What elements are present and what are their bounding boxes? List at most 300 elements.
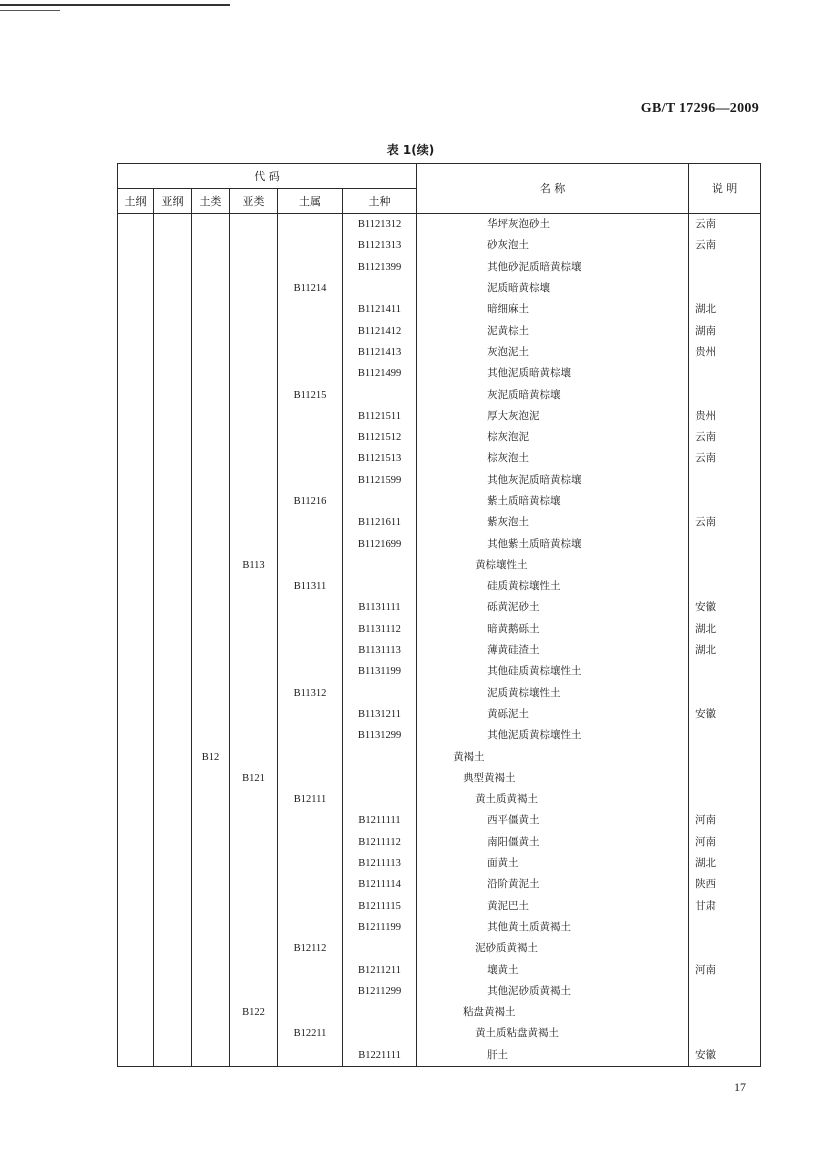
table-row [118, 1045, 761, 1067]
species-cell [343, 278, 417, 299]
province-note-cell: 河南 [689, 959, 761, 980]
order-cell [118, 491, 154, 512]
order-cell [118, 938, 154, 959]
province-note-cell: 甘肃 [689, 896, 761, 917]
table-row [118, 406, 761, 427]
soil-name-cell: 南阳僵黄土 [417, 832, 689, 853]
group-cell [192, 257, 230, 278]
group-cell [192, 533, 230, 554]
page-number: 17 [734, 1080, 746, 1094]
group-cell [192, 278, 230, 299]
subgroup-cell [230, 938, 278, 959]
table-row [118, 917, 761, 938]
species-cell: B1121413 [343, 342, 417, 363]
subgroup-cell [230, 448, 278, 469]
province-note-cell [689, 981, 761, 1002]
species-cell [343, 384, 417, 405]
table-row [118, 1002, 761, 1023]
subgroup-cell [230, 470, 278, 491]
group-cell [192, 1045, 230, 1067]
table-row [118, 789, 761, 810]
family-cell [278, 342, 343, 363]
province-note-cell: 云南 [689, 448, 761, 469]
species-cell: B1131199 [343, 661, 417, 682]
species-cell [343, 491, 417, 512]
order-cell [118, 725, 154, 746]
family-cell [278, 746, 343, 767]
species-cell: B1121313 [343, 235, 417, 256]
soil-name-cell: 其他紫土质暗黄棕壤 [417, 533, 689, 554]
group-cell [192, 704, 230, 725]
soil-name-cell: 砾黄泥砂土 [417, 597, 689, 618]
province-note-cell: 安徽 [689, 1045, 761, 1067]
subgroup-cell [230, 640, 278, 661]
species-cell: B1131111 [343, 597, 417, 618]
group-cell [192, 342, 230, 363]
family-cell [278, 917, 343, 938]
province-note-cell: 湖北 [689, 299, 761, 320]
family-cell: B12211 [278, 1023, 343, 1044]
group-cell [192, 959, 230, 980]
group-cell [192, 661, 230, 682]
subgroup-cell [230, 874, 278, 895]
order-cell [118, 896, 154, 917]
province-note-cell: 河南 [689, 832, 761, 853]
subgroup-cell [230, 704, 278, 725]
province-note-cell [689, 470, 761, 491]
table-row [118, 896, 761, 917]
province-note-cell: 安徽 [689, 704, 761, 725]
group-cell [192, 853, 230, 874]
subgroup-cell [230, 384, 278, 405]
group-cell [192, 810, 230, 831]
suborder-cell [154, 342, 192, 363]
subgroup-cell [230, 214, 278, 236]
soil-name-cell: 黄褐土 [417, 746, 689, 767]
group-cell [192, 619, 230, 640]
soil-name-cell: 泥黄棕土 [417, 320, 689, 341]
suborder-cell [154, 278, 192, 299]
province-note-cell: 贵州 [689, 342, 761, 363]
suborder-cell [154, 853, 192, 874]
group-cell [192, 512, 230, 533]
table-row [118, 810, 761, 831]
subgroup-cell [230, 576, 278, 597]
family-cell: B12112 [278, 938, 343, 959]
province-note-cell [689, 576, 761, 597]
soil-name-cell: 泥砂质黄褐土 [417, 938, 689, 959]
suborder-cell [154, 683, 192, 704]
soil-name-cell: 黄土质粘盘黄褐土 [417, 1023, 689, 1044]
soil-name-cell: 泥质暗黄棕壤 [417, 278, 689, 299]
soil-name-cell: 泥质黄棕壤性土 [417, 683, 689, 704]
province-note-cell: 云南 [689, 214, 761, 236]
species-cell [343, 938, 417, 959]
province-note-cell [689, 917, 761, 938]
species-cell: B1121312 [343, 214, 417, 236]
family-cell [278, 448, 343, 469]
soil-name-cell: 暗黄鹅砾土 [417, 619, 689, 640]
order-cell [118, 512, 154, 533]
note-header: 说 明 [689, 164, 761, 214]
order-cell [118, 1023, 154, 1044]
table-row [118, 214, 761, 236]
soil-name-cell: 黄棕壤性土 [417, 555, 689, 576]
suborder-cell [154, 874, 192, 895]
species-cell: B1211112 [343, 832, 417, 853]
order-cell [118, 746, 154, 767]
order-cell [118, 470, 154, 491]
suborder-cell [154, 981, 192, 1002]
subgroup-cell: B121 [230, 768, 278, 789]
soil-name-cell: 其他泥质黄棕壤性土 [417, 725, 689, 746]
table-row [118, 981, 761, 1002]
province-note-cell [689, 257, 761, 278]
suborder-cell [154, 257, 192, 278]
soil-name-cell: 砂灰泡土 [417, 235, 689, 256]
province-note-cell [689, 725, 761, 746]
table-row [118, 427, 761, 448]
family-cell [278, 470, 343, 491]
table-row [118, 874, 761, 895]
province-note-cell [689, 1023, 761, 1044]
table-row [118, 746, 761, 767]
soil-name-cell: 华坪灰泡砂土 [417, 214, 689, 236]
group-cell [192, 896, 230, 917]
subgroup-cell: B122 [230, 1002, 278, 1023]
subgroup-cell [230, 832, 278, 853]
order-cell [118, 619, 154, 640]
soil-name-cell: 棕灰泡泥 [417, 427, 689, 448]
province-note-cell: 云南 [689, 427, 761, 448]
suborder-cell [154, 448, 192, 469]
order-cell [118, 299, 154, 320]
family-cell [278, 896, 343, 917]
family-cell [278, 299, 343, 320]
order-cell [118, 235, 154, 256]
table-row [118, 725, 761, 746]
soil-name-cell: 紫灰泡土 [417, 512, 689, 533]
suborder-cell [154, 917, 192, 938]
group-cell [192, 640, 230, 661]
province-note-cell [689, 746, 761, 767]
family-cell [278, 810, 343, 831]
soil-name-cell: 薄黄硅渣土 [417, 640, 689, 661]
province-note-cell: 安徽 [689, 597, 761, 618]
soil-name-cell: 典型黄褐土 [417, 768, 689, 789]
group-cell [192, 789, 230, 810]
order-cell [118, 789, 154, 810]
species-cell: B1131113 [343, 640, 417, 661]
species-cell: B1121599 [343, 470, 417, 491]
soil-name-cell: 面黄土 [417, 853, 689, 874]
species-cell: B1131299 [343, 725, 417, 746]
col-header-group: 土类 [192, 189, 230, 214]
family-cell: B11214 [278, 278, 343, 299]
subgroup-cell [230, 342, 278, 363]
group-cell [192, 938, 230, 959]
name-header: 名 称 [417, 164, 689, 214]
species-cell: B1221111 [343, 1045, 417, 1067]
table-row [118, 619, 761, 640]
family-cell [278, 661, 343, 682]
family-cell [278, 832, 343, 853]
subgroup-cell [230, 853, 278, 874]
species-cell: B1211211 [343, 959, 417, 980]
province-note-cell [689, 533, 761, 554]
group-cell [192, 917, 230, 938]
suborder-cell [154, 938, 192, 959]
subgroup-cell [230, 746, 278, 767]
table-row [118, 470, 761, 491]
species-cell: B1121699 [343, 533, 417, 554]
family-cell [278, 406, 343, 427]
province-note-cell: 湖北 [689, 619, 761, 640]
family-cell [278, 768, 343, 789]
suborder-cell [154, 427, 192, 448]
soil-name-cell: 黄砾泥土 [417, 704, 689, 725]
soil-name-cell: 壤黄土 [417, 959, 689, 980]
order-cell [118, 853, 154, 874]
order-cell [118, 406, 154, 427]
group-cell [192, 555, 230, 576]
order-cell [118, 533, 154, 554]
province-note-cell [689, 555, 761, 576]
col-header-subgroup: 亚类 [230, 189, 278, 214]
suborder-cell [154, 619, 192, 640]
suborder-cell [154, 235, 192, 256]
suborder-cell [154, 725, 192, 746]
group-cell [192, 1023, 230, 1044]
order-cell [118, 363, 154, 384]
order-cell [118, 384, 154, 405]
soil-name-cell: 硅质黄棕壤性土 [417, 576, 689, 597]
group-cell [192, 406, 230, 427]
table-row [118, 299, 761, 320]
scan-artifact-line [0, 10, 60, 11]
soil-name-cell: 其他砂泥质暗黄棕壤 [417, 257, 689, 278]
order-cell [118, 1045, 154, 1067]
soil-name-cell: 粘盘黄褐土 [417, 1002, 689, 1023]
family-cell [278, 725, 343, 746]
order-cell [118, 981, 154, 1002]
species-cell: B1121499 [343, 363, 417, 384]
subgroup-cell [230, 959, 278, 980]
species-cell: B1211115 [343, 896, 417, 917]
province-note-cell: 贵州 [689, 406, 761, 427]
order-cell [118, 683, 154, 704]
group-cell [192, 683, 230, 704]
species-cell: B1121399 [343, 257, 417, 278]
subgroup-cell [230, 320, 278, 341]
subgroup-cell [230, 533, 278, 554]
province-note-cell [689, 363, 761, 384]
suborder-cell [154, 768, 192, 789]
province-note-cell [689, 789, 761, 810]
suborder-cell [154, 555, 192, 576]
group-cell [192, 448, 230, 469]
suborder-cell [154, 576, 192, 597]
family-cell: B12111 [278, 789, 343, 810]
group-cell [192, 214, 230, 236]
group-cell [192, 491, 230, 512]
table-row [118, 640, 761, 661]
soil-classification-table [117, 163, 761, 1067]
table-row [118, 512, 761, 533]
province-note-cell: 湖南 [689, 320, 761, 341]
subgroup-cell [230, 661, 278, 682]
table-row [118, 533, 761, 554]
scan-artifact-line [0, 4, 230, 6]
subgroup-cell [230, 789, 278, 810]
family-cell [278, 704, 343, 725]
group-cell [192, 470, 230, 491]
table-row [118, 257, 761, 278]
col-header-species: 土种 [343, 189, 417, 214]
family-cell [278, 853, 343, 874]
suborder-cell [154, 661, 192, 682]
province-note-cell [689, 661, 761, 682]
species-cell: B1211299 [343, 981, 417, 1002]
species-cell: B1131112 [343, 619, 417, 640]
suborder-cell [154, 896, 192, 917]
species-cell: B1211199 [343, 917, 417, 938]
soil-name-cell: 其他灰泥质暗黄棕壤 [417, 470, 689, 491]
province-note-cell [689, 938, 761, 959]
table-row [118, 384, 761, 405]
province-note-cell: 云南 [689, 235, 761, 256]
soil-name-cell: 厚大灰泡泥 [417, 406, 689, 427]
order-cell [118, 1002, 154, 1023]
order-cell [118, 257, 154, 278]
subgroup-cell [230, 406, 278, 427]
species-cell [343, 1002, 417, 1023]
group-cell [192, 384, 230, 405]
suborder-cell [154, 214, 192, 236]
order-cell [118, 768, 154, 789]
table-row [118, 363, 761, 384]
soil-name-cell: 暗细麻土 [417, 299, 689, 320]
group-cell [192, 320, 230, 341]
family-cell [278, 214, 343, 236]
order-cell [118, 448, 154, 469]
suborder-cell [154, 363, 192, 384]
subgroup-cell [230, 896, 278, 917]
group-cell [192, 597, 230, 618]
family-cell [278, 1002, 343, 1023]
subgroup-cell [230, 619, 278, 640]
subgroup-cell [230, 278, 278, 299]
suborder-cell [154, 746, 192, 767]
standard-number: GB/T 17296—2009 [640, 101, 759, 116]
group-cell [192, 725, 230, 746]
province-note-cell: 湖北 [689, 853, 761, 874]
group-cell [192, 235, 230, 256]
subgroup-cell [230, 683, 278, 704]
table-row [118, 853, 761, 874]
family-cell: B11312 [278, 683, 343, 704]
subgroup-cell [230, 597, 278, 618]
group-cell [192, 874, 230, 895]
table-row [118, 320, 761, 341]
group-cell [192, 981, 230, 1002]
family-cell [278, 363, 343, 384]
suborder-cell [154, 533, 192, 554]
subgroup-cell [230, 491, 278, 512]
table-row [118, 576, 761, 597]
province-note-cell: 云南 [689, 512, 761, 533]
table-row [118, 555, 761, 576]
province-note-cell [689, 491, 761, 512]
species-cell: B1211113 [343, 853, 417, 874]
province-note-cell: 河南 [689, 810, 761, 831]
species-cell [343, 555, 417, 576]
group-cell [192, 768, 230, 789]
order-cell [118, 278, 154, 299]
family-cell [278, 257, 343, 278]
soil-name-cell: 肝土 [417, 1045, 689, 1067]
table-row [118, 768, 761, 789]
subgroup-cell [230, 725, 278, 746]
subgroup-cell [230, 427, 278, 448]
table-row [118, 448, 761, 469]
species-cell [343, 768, 417, 789]
table-title: 表 1(续) [386, 143, 435, 157]
family-cell [278, 959, 343, 980]
order-cell [118, 661, 154, 682]
table-row [118, 661, 761, 682]
subgroup-cell [230, 981, 278, 1002]
province-note-cell: 湖北 [689, 640, 761, 661]
suborder-cell [154, 512, 192, 533]
suborder-cell [154, 959, 192, 980]
soil-name-cell: 紫土质暗黄棕壤 [417, 491, 689, 512]
species-cell: B1121511 [343, 406, 417, 427]
province-note-cell [689, 683, 761, 704]
province-note-cell: 陕西 [689, 874, 761, 895]
family-cell [278, 533, 343, 554]
suborder-cell [154, 320, 192, 341]
family-cell [278, 555, 343, 576]
suborder-cell [154, 597, 192, 618]
province-note-cell [689, 768, 761, 789]
order-cell [118, 640, 154, 661]
subgroup-cell: B113 [230, 555, 278, 576]
soil-name-cell: 其他硅质黄棕壤性土 [417, 661, 689, 682]
province-note-cell [689, 278, 761, 299]
species-cell: B1121611 [343, 512, 417, 533]
suborder-cell [154, 789, 192, 810]
order-cell [118, 917, 154, 938]
order-cell [118, 576, 154, 597]
species-cell: B1121512 [343, 427, 417, 448]
family-cell [278, 1045, 343, 1067]
subgroup-cell [230, 257, 278, 278]
species-cell: B1211111 [343, 810, 417, 831]
col-header-order: 土纲 [118, 189, 154, 214]
species-cell [343, 789, 417, 810]
subgroup-cell [230, 235, 278, 256]
family-cell [278, 597, 343, 618]
species-cell: B1121411 [343, 299, 417, 320]
suborder-cell [154, 810, 192, 831]
soil-name-cell: 其他泥砂质黄褐土 [417, 981, 689, 1002]
species-cell [343, 576, 417, 597]
soil-name-cell: 棕灰泡土 [417, 448, 689, 469]
order-cell [118, 832, 154, 853]
order-cell [118, 214, 154, 236]
order-cell [118, 597, 154, 618]
